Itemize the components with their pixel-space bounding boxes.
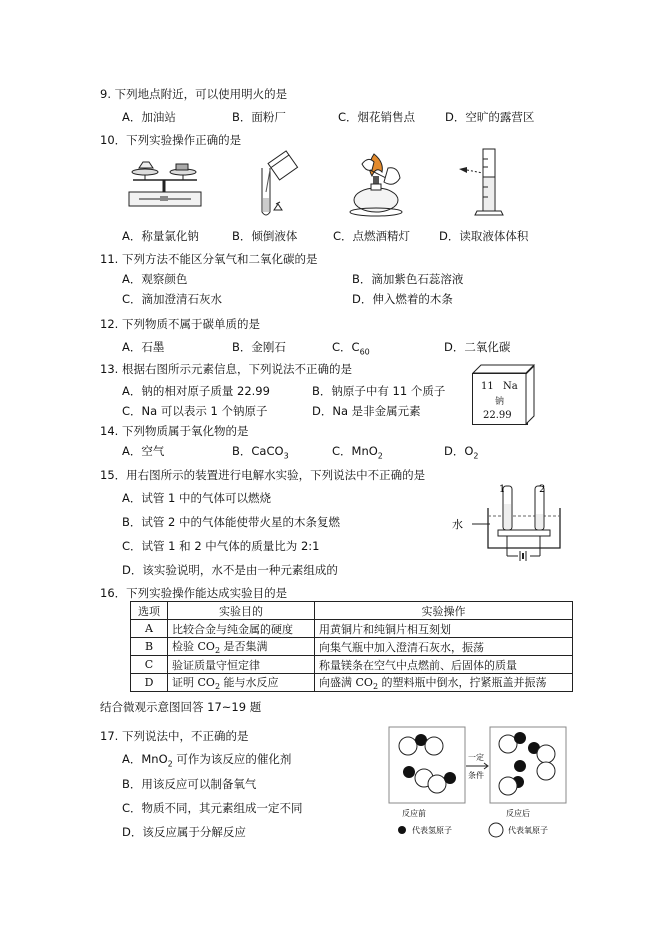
table-row[interactable] (131, 674, 573, 692)
condition-label-2: 条件 (468, 771, 484, 780)
alcohol-lamp-figure (340, 148, 410, 218)
q12-option-b[interactable]: B．金刚石 (232, 340, 286, 354)
q14-option-c[interactable]: C．MnO$_2$ (332, 444, 383, 461)
q9-option-b[interactable]: B．面粉厂 (232, 110, 286, 124)
q9-stem: 9. 下列地点附近，可以使用明火的是 (100, 87, 288, 101)
row-operation: 向集气瓶中加入澄清石灰水，振荡 (315, 638, 573, 656)
q15-option-c[interactable]: C．试管 1 和 2 中气体的质量比为 2:1 (122, 539, 320, 553)
reaction-diagram (388, 726, 573, 838)
tube1-label: 1 (499, 484, 506, 495)
row-option: A (131, 620, 168, 638)
row-goal: 检验 $CO_2$ 是否集满 (168, 638, 315, 656)
legend-hydrogen: 代表氢原子 (412, 826, 452, 835)
after-label: 反应后 (506, 809, 530, 818)
q16-stem: 16．下列实验操作能达成实验目的是 (100, 586, 288, 600)
q10-option-a[interactable]: A．称量氯化钠 (122, 229, 199, 243)
element-mass: 22.99 (483, 410, 512, 421)
q10-stem: 10．下列实验操作正确的是 (100, 133, 242, 147)
q12-stem: 12. 下列物质不属于碳单质的是 (100, 317, 260, 331)
q14-option-d[interactable]: D．$O_2$ (444, 444, 479, 461)
q9-option-c[interactable]: C．烟花销售点 (338, 110, 416, 124)
q13-option-a[interactable]: A．钠的相对原子质量 22.99 (122, 384, 270, 398)
q12-option-c[interactable]: C．$C_{60}$ (332, 340, 370, 357)
q11-option-c[interactable]: C．滴加澄清石灰水 (122, 292, 223, 306)
table-header-row (131, 602, 573, 620)
q17-stem: 17. 下列说法中，不正确的是 (100, 729, 249, 743)
water-label: 水 (452, 518, 463, 531)
q17-option-c[interactable]: C．物质不同，其元素组成一定不同 (122, 801, 303, 815)
q15-option-a[interactable]: A．试管 1 中的气体可以燃烧 (122, 491, 271, 505)
row-operation: 向盛满 $CO_2$ 的塑料瓶中倒水，拧紧瓶盖并振荡 (315, 674, 573, 692)
section-intro: 结合微观示意图回答 17~19 题 (100, 700, 262, 714)
q17-option-b[interactable]: B．用该反应可以制备氧气 (122, 777, 257, 791)
row-option: B (131, 638, 168, 656)
q13-option-d[interactable]: D．Na 是非金属元素 (312, 404, 421, 418)
row-goal: 证明 $CO_2$ 能与水反应 (168, 674, 315, 692)
q14-stem: 14. 下列物质属于氧化物的是 (100, 424, 249, 438)
element-number: 11 (481, 381, 494, 392)
q17-option-a[interactable]: A．MnO$_2$ 可作为该反应的催化剂 (122, 752, 292, 769)
tube2-label: 2 (539, 484, 546, 495)
q15-option-d[interactable]: D．该实验说明，水不是由一种元素组成的 (122, 563, 338, 577)
electrolysis-figure (448, 480, 578, 565)
element-name: 钠 (495, 397, 505, 407)
element-card-top (473, 364, 535, 374)
q11-option-d[interactable]: D．伸入燃着的木条 (352, 292, 453, 306)
row-option: C (131, 656, 168, 674)
row-operation: 用黄铜片和纯铜片相互刻划 (315, 620, 573, 638)
before-box (389, 727, 465, 803)
q13-stem: 13. 根据右图所示元素信息，下列说法不正确的是 (100, 362, 352, 376)
before-label: 反应前 (402, 809, 426, 818)
row-operation: 称量镁条在空气中点燃前、后固体的质量 (315, 656, 573, 674)
q17-option-d[interactable]: D．该反应属于分解反应 (122, 825, 246, 839)
q11-option-b[interactable]: B．滴加紫色石蕊溶液 (352, 272, 464, 286)
q11-stem: 11. 下列方法不能区分氧气和二氧化碳的是 (100, 252, 318, 266)
q14-option-b[interactable]: B．CaCO$_3$ (232, 444, 289, 461)
graduated-cylinder-figure (455, 145, 505, 220)
q13-option-c[interactable]: C．Na 可以表示 1 个钠原子 (122, 404, 268, 418)
row-option: D (131, 674, 168, 692)
q13-option-b[interactable]: B．钠原子中有 11 个质子 (312, 384, 446, 398)
legend-oxygen: 代表氧原子 (508, 826, 548, 835)
element-symbol: Na (503, 381, 518, 392)
row-goal: 比较合金与纯金属的硬度 (168, 620, 315, 638)
q9-option-d[interactable]: D．空旷的露营区 (445, 110, 535, 124)
balance-figure (125, 158, 205, 218)
condition-label-1: 一定 (468, 753, 484, 762)
q10-option-b[interactable]: B．倾倒液体 (232, 229, 298, 243)
q12-option-a[interactable]: A．石墨 (122, 340, 165, 354)
element-card (472, 373, 528, 425)
q10-option-c[interactable]: C．点燃酒精灯 (333, 229, 411, 243)
q11-option-a[interactable]: A．观察颜色 (122, 272, 188, 286)
table-row[interactable] (131, 656, 573, 674)
table-row[interactable] (131, 638, 573, 656)
header-option: 选项 (131, 602, 168, 620)
experiment-table (130, 601, 573, 692)
element-card-shadow (526, 366, 538, 426)
pouring-figure (248, 152, 303, 220)
table-row[interactable] (131, 620, 573, 638)
q14-option-a[interactable]: A．空气 (122, 444, 165, 458)
header-operation: 实验操作 (315, 602, 573, 620)
q10-option-d[interactable]: D．读取液体体积 (439, 229, 529, 243)
q12-option-d[interactable]: D．二氧化碳 (444, 340, 511, 354)
q9-option-a[interactable]: A．加油站 (122, 110, 176, 124)
q15-stem: 15．用右图所示的装置进行电解水实验，下列说法中不正确的是 (100, 468, 426, 482)
row-goal: 验证质量守恒定律 (168, 656, 315, 674)
q15-option-b[interactable]: B．试管 2 中的气体能使带火星的木条复燃 (122, 515, 341, 529)
header-goal: 实验目的 (168, 602, 315, 620)
